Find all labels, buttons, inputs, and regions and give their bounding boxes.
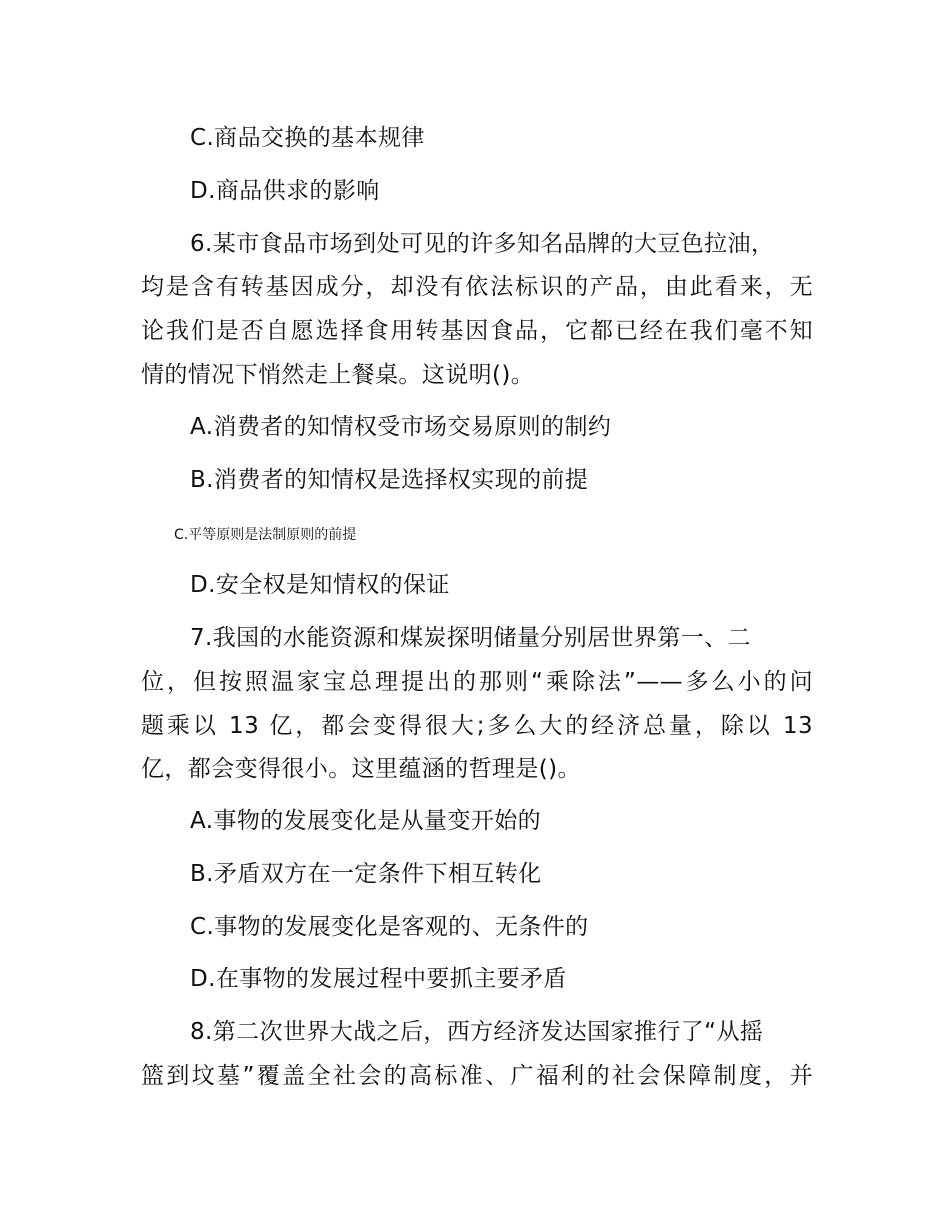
q7-stem-line-1: 7.我国的水能资源和煤炭探明储量分别居世界第一、二: [190, 625, 751, 651]
q6-option-a: A.消费者的知情权受市场交易原则的制约: [190, 414, 612, 440]
q7-option-c: C.事物的发展变化是客观的、无条件的: [190, 914, 589, 940]
q6-option-d: D.安全权是知情权的保证: [190, 572, 450, 598]
q7-option-a: A.事物的发展变化是从量变开始的: [190, 808, 542, 834]
q5-option-c: C.商品交换的基本规律: [190, 125, 425, 151]
q8-stem-line-1: 8.第二次世界大战之后，西方经济发达国家推行了“从摇: [190, 1019, 764, 1045]
q7-stem-line-2: 位，但按照温家宝总理提出的那则“乘除法”——多么小的问: [141, 669, 813, 695]
q6-option-b: B.消费者的知情权是选择权实现的前提: [190, 467, 589, 493]
q6-stem-line-4: 情的情况下悄然走上餐桌。这说明()。: [141, 362, 535, 388]
q6-stem-line-1: 6.某市食品市场到处可见的许多知名品牌的大豆色拉油，: [190, 231, 775, 257]
q7-option-b: B.矛盾双方在一定条件下相互转化: [190, 861, 542, 887]
q7-stem-line-3: 题乘以 13 亿，都会变得很大;多么大的经济总量，除以 13: [141, 713, 813, 739]
q7-option-d: D.在事物的发展过程中要抓主要矛盾: [190, 966, 567, 992]
q6-option-c: C.平等原则是法制原则的前提: [174, 527, 357, 543]
q7-stem-line-4: 亿，都会变得很小。这里蕴涵的哲理是()。: [141, 756, 581, 782]
q5-option-d: D.商品供求的影响: [190, 178, 380, 204]
q8-stem-line-2: 篮到坟墓”覆盖全社会的高标准、广福利的社会保障制度，并: [141, 1063, 813, 1089]
q6-stem-line-3: 论我们是否自愿选择食用转基因食品，它都已经在我们毫不知: [141, 318, 813, 344]
q6-stem-line-2: 均是含有转基因成分，却没有依法标识的产品，由此看来，无: [141, 274, 813, 300]
